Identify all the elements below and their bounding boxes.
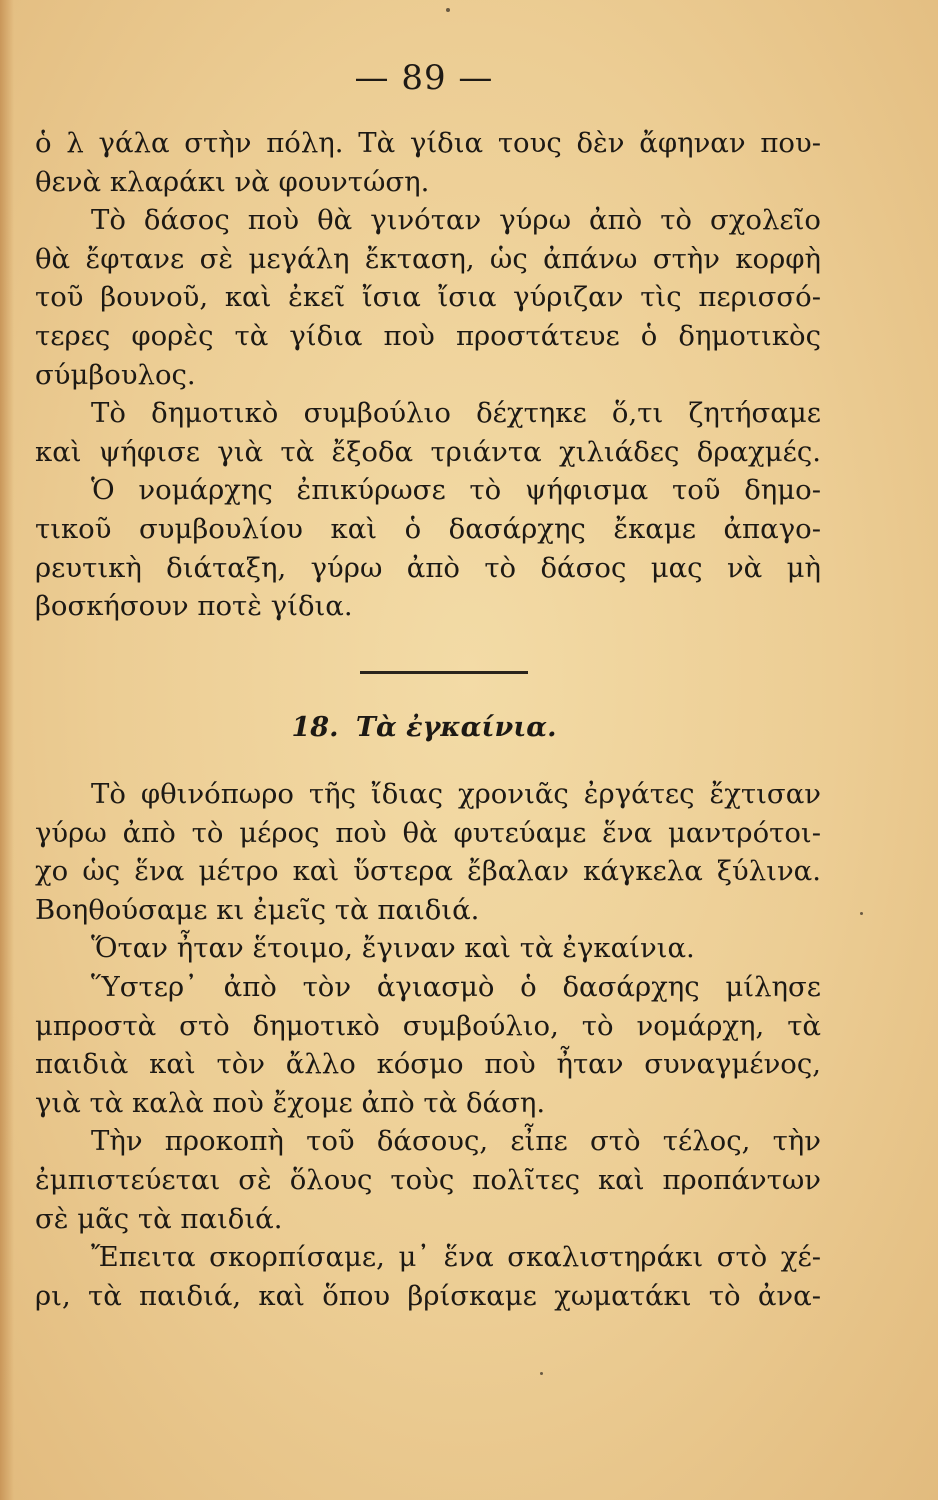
paragraph [35, 1238, 821, 1315]
paragraph [35, 968, 821, 1122]
text-line: παιδιὰ καὶ τὸν ἄλλο κόσμο ποὺ ἦταν συναγμένος, [35, 1048, 821, 1081]
paragraph [35, 471, 821, 625]
text-line: θενὰ κλαράκι νὰ φουντώση. [35, 165, 430, 198]
text-line: Ἔπειτα σκορπίσαμε, μ᾽ ἕνα σκαλιστηράκι στὸ χέ- [91, 1241, 821, 1274]
text-line: ρι, τὰ παιδιά, καὶ ὅπου βρίσκαμε χωματάκι τὸ ἀνα- [35, 1279, 821, 1312]
text-line: ἐμπιστεύεται σὲ ὅλους τοὺς πολῖτες καὶ προπάντων [35, 1163, 821, 1196]
section-title: Τὰ ἐγκαίνια. [355, 712, 557, 743]
text-line: Βοηθούσαμε κι ἐμεῖς τὰ παιδιά. [35, 893, 480, 926]
text-block-bottom [35, 775, 821, 1315]
text-line: Τὸ φθινόπωρο τῆς ἴδιας χρονιᾶς ἐργάτες ἔχτισαν [91, 778, 821, 810]
paper-speck [540, 1372, 543, 1375]
page-edge-shadow [0, 0, 14, 1500]
text-line: γύρω ἀπὸ τὸ μέρος ποὺ θὰ φυτεύαμε ἕνα μαντρότοι- [35, 816, 821, 849]
paper-speck [446, 8, 450, 12]
paragraph [35, 929, 821, 968]
text-line: ρευτικὴ διάταξη, γύρω ἀπὸ τὸ δάσος μας νὰ μὴ [35, 551, 821, 584]
paragraph [35, 124, 821, 201]
text-line: Ὅταν ἦταν ἕτοιμο, ἔγιναν καὶ τὰ ἐγκαίνια. [91, 932, 695, 965]
text-line: Τὸ δάσος ποὺ θὰ γινόταν γύρω ἀπὸ τὸ σχολεῖο [91, 204, 821, 237]
page-number: — 89 — [354, 58, 494, 98]
text-line: μπροστὰ στὸ δημοτικὸ συμβούλιο, τὸ νομάρχη, τὰ [35, 1009, 821, 1042]
paragraph [35, 394, 821, 471]
text-line: Τὴν προκοπὴ τοῦ δάσους, εἶπε στὸ τέλος, τὴν [91, 1125, 821, 1158]
text-line: γιὰ τὰ καλὰ ποὺ ἔχομε ἀπὸ τὰ δάση. [35, 1086, 546, 1119]
text-line: θὰ ἔφτανε σὲ μεγάλη ἔκταση, ὡς ἀπάνω στὴν κορφὴ [35, 242, 821, 275]
section-heading [0, 712, 848, 743]
section-number: 18. [291, 712, 339, 743]
section-separator [360, 671, 528, 674]
text-line: ὁ λ γάλα στὴν πόλη. Τὰ γίδια τους δὲν ἄφηναν που- [35, 127, 821, 159]
text-line: καὶ ψήφισε γιὰ τὰ ἔξοδα τριάντα χιλιάδες δραχμές. [35, 435, 821, 468]
paragraph [35, 201, 821, 394]
paper-speck [860, 912, 863, 915]
text-line: τοῦ βουνοῦ, καὶ ἐκεῖ ἴσια ἴσια γύριζαν τὶς περισσό- [35, 281, 821, 314]
text-line: Τὸ δημοτικὸ συμβούλιο δέχτηκε ὅ,τι ζητήσαμε [91, 397, 821, 430]
text-line: Ὕστερ᾽ ἀπὸ τὸν ἁγιασμὸ ὁ δασάρχης μίλησε [91, 970, 821, 1003]
text-line: Ὁ νομάρχης ἐπικύρωσε τὸ ψήφισμα τοῦ δημο- [91, 474, 821, 507]
paragraph [35, 775, 821, 929]
text-line: τερες φορὲς τὰ γίδια ποὺ προστάτευε ὁ δημοτικὸς [35, 319, 821, 352]
text-line: τικοῦ συμβουλίου καὶ ὁ δασάρχης ἔκαμε ἀπαγο- [35, 512, 821, 545]
paragraph [35, 1122, 821, 1238]
text-block-top [35, 124, 821, 626]
text-line: σὲ μᾶς τὰ παιδιά. [35, 1202, 283, 1235]
text-line: βοσκήσουν ποτὲ γίδια. [35, 590, 353, 623]
text-line: χο ὡς ἕνα μέτρο καὶ ὕστερα ἔβαλαν κάγκελα ξύλινα. [35, 855, 821, 888]
text-line: σύμβουλος. [35, 358, 196, 391]
